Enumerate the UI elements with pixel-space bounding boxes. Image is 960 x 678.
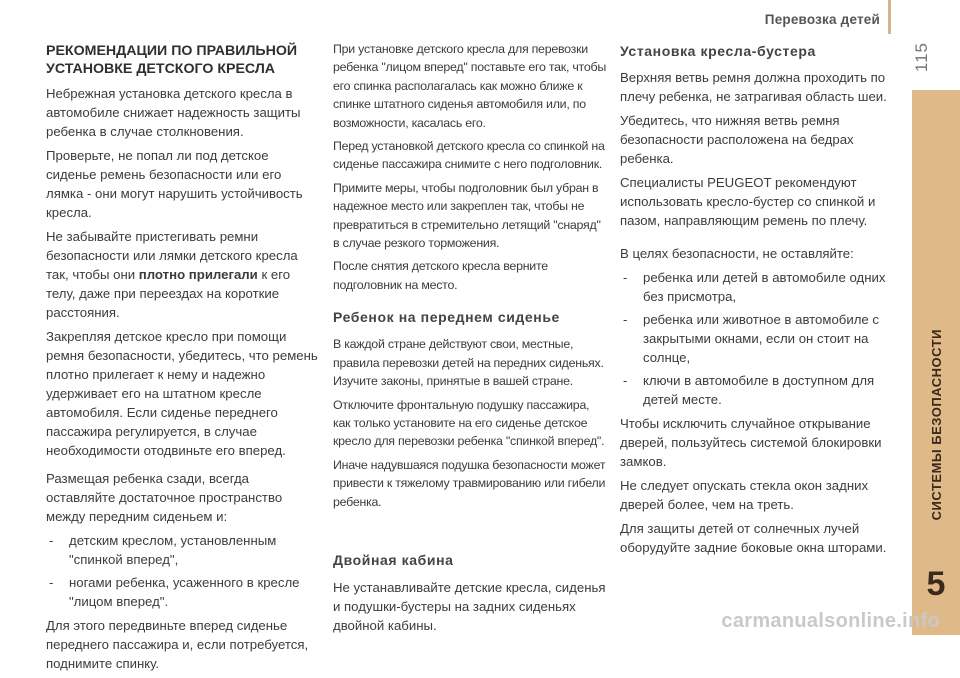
watermark: carmanualsonline.info: [721, 610, 940, 632]
paragraph: В целях безопасности, не оставляйте:: [620, 246, 854, 261]
main-heading-line1: РЕКОМЕНДАЦИИ ПО ПРАВИЛЬНОЙ: [46, 43, 298, 59]
paragraph: Примите меры, чтобы подголовник был убран в надежное место или закреплен так, чтобы не превратиться в стремительно летящий "снаряд" в случае резкого торможения.: [333, 180, 601, 251]
main-heading: [46, 42, 320, 78]
column-left: [46, 40, 320, 678]
chapter-number: 5: [926, 565, 946, 603]
list-item: - детским креслом, установленным "спинкой вперед",: [46, 531, 320, 569]
column-middle: [333, 40, 607, 640]
paragraph: Не устанавливайте детские кресла, сиденья и подушки-бустеры на задних сиденьях двойной кабины.: [333, 579, 606, 633]
list-item: - ключи в автомобиле в доступном для детей месте.: [620, 371, 892, 409]
subheading-booster: Установка кресла-бустера: [620, 43, 816, 59]
paragraph: Размещая ребенка сзади, всегда оставляйте достаточное пространство между передним сиденьем и:: [46, 471, 283, 524]
paragraph-emphasis: [46, 227, 320, 322]
section-title: Перевозка детей: [764, 12, 880, 27]
paragraph: Отключите фронтальную подушку пассажира, как только установите на его сиденье детское кресло для перевозки ребенка "спинкой вперед".: [333, 397, 605, 449]
dash-list: [620, 268, 892, 409]
paragraph: Чтобы исключить случайное открывание дверей, пользуйтесь системой блокировки замков.: [620, 416, 882, 469]
paragraph: Перед установкой детского кресла со спинкой на сиденье пассажира снимите с него подголовник.: [333, 139, 605, 172]
list-item: - ребенка или детей в автомобиле одних без присмотра,: [620, 268, 892, 306]
paragraph: В каждой стране действуют свои, местные, правила перевозки детей на передних сиденьях. Изучите законы, принятые в вашей стране.: [333, 337, 604, 389]
paragraph: Проверьте, не попал ли под детское сиденье ремень безопасности или его лямка - они могут нарушить устойчивость кресла.: [46, 148, 303, 220]
paragraph: Иначе надувшаяся подушка безопасности может привести к тяжелому травмированию или гибели ребенка.: [333, 457, 606, 509]
subheading-front-seat: Ребенок на переднем сиденье: [333, 309, 560, 326]
main-heading-line2: УСТАНОВКЕ ДЕТСКОГО КРЕСЛА: [46, 61, 276, 77]
subheading-double-cab: Двойная кабина: [333, 551, 454, 568]
paragraph: Убедитесь, что нижняя ветвь ремня безопасности расположена на бедрах ребенка.: [620, 113, 854, 166]
paragraph: Верхняя ветвь ремня должна проходить по плечу ребенка, не затрагивая область шеи.: [620, 70, 887, 104]
paragraph: Для защиты детей от солнечных лучей оборудуйте задние боковые окна шторами.: [620, 521, 887, 555]
paragraph: Не следует опускать стекла окон задних дверей более, чем на треть.: [620, 478, 869, 512]
page-number: 115: [912, 42, 931, 73]
paragraph: После снятия детского кресла верните подголовник на место.: [333, 259, 548, 292]
dash-list: [46, 531, 320, 611]
paragraph: Закрепляя детское кресло при помощи ремня безопасности, убедитесь, что ремень плотно прилегает к нему и надежно удерживает его на штатном кресле автомобиля. Если сиденье переднего пассажира регулируется, в случае необходимости отодвиньте его вперед.: [46, 329, 318, 458]
header-divider: [888, 0, 891, 34]
paragraph: Специалисты PEUGEOT рекомендуют использовать кресло-бустер со спинкой и пазом, направляющим ремень по плечу.: [620, 175, 876, 228]
column-right: [620, 40, 892, 562]
paragraph: Небрежная установка детского кресла в автомобиле снижает надежность защиты ребенка в случае столкновения.: [46, 86, 301, 139]
paragraph: Для этого передвиньте вперед сиденье переднего пассажира и, если потребуется, поднимите спинку.: [46, 618, 309, 671]
list-item: - ногами ребенка, усаженного в кресле "лицом вперед".: [46, 573, 320, 611]
list-item: - ребенка или животное в автомобиле с закрытыми окнами, если он стоит на солнце,: [620, 310, 892, 367]
bold-text: плотно прилегали: [138, 267, 258, 282]
chapter-tab-label-wrap: [912, 290, 960, 560]
chapter-label: СИСТЕМЫ БЕЗОПАСНОСТИ: [928, 329, 944, 521]
paragraph-text: к его телу, даже при переездах на короткие расстояния.: [46, 267, 291, 320]
paragraph: При установке детского кресла для перевозки ребенка "лицом вперед" поставьте его так, чтобы его спинка располагалась как можно ближе к спинке штатного сиденья автомобиля или, по возможности, касалась его.: [333, 42, 606, 130]
paragraph-text: Не забывайте пристегивать ремни безопасности или лямки детского кресла так, чтобы они: [46, 229, 298, 282]
